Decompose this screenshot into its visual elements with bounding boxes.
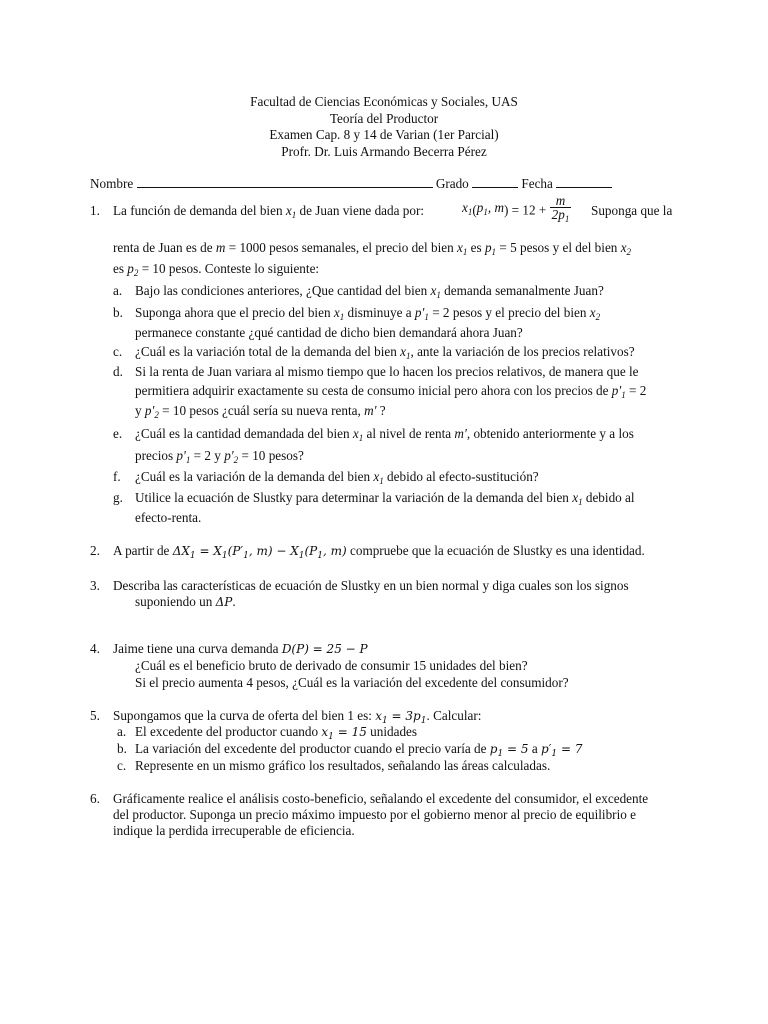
math-x1: $x_1$	[352, 426, 364, 443]
math-p2-prime: $p'_2$	[144, 403, 159, 420]
q5b-part: La variación del excedente del productor cuando el precio varía de	[135, 741, 487, 756]
q1g-part: Utilice la ecuación de Slustky para determinar la variación de la demanda del bien	[135, 490, 569, 505]
q1-text: La función de demanda del bien	[113, 203, 283, 218]
q1a-part: Bajo las condiciones anteriores, ¿Que cantidad del bien	[135, 283, 428, 298]
q5a-label: a.	[117, 724, 127, 739]
q1e-label: e.	[113, 426, 123, 441]
q1-text: es	[113, 261, 124, 276]
math-x2: $x_2$	[620, 240, 632, 257]
q1f-label: f.	[113, 469, 121, 484]
math-m-prime: m′	[454, 426, 467, 441]
q1d-part: ?	[379, 403, 386, 418]
q6-number: 6.	[90, 791, 100, 806]
course-line: Teoría del Productor	[329, 110, 439, 126]
q4-line2: ¿Cuál es el beneficio bruto de derivado de consumir 15 unidades del bien?	[135, 658, 528, 673]
math-m-prime: m′	[364, 403, 377, 418]
q1a-part: demanda semanalmente Juan?	[444, 283, 604, 298]
q1b-label: b.	[113, 305, 123, 320]
q1b-part: Suponga ahora que el precio del bien	[135, 305, 331, 320]
q1a-label: a.	[113, 283, 123, 298]
q3-number: 3.	[90, 578, 100, 593]
q1e-part: y	[214, 448, 221, 463]
q5b-part: a	[531, 741, 538, 756]
q1f-text	[135, 469, 539, 489]
exam-line: Examen Cap. 8 y 14 de Varian (1er Parcial)	[269, 127, 499, 142]
grade-field[interactable]	[472, 175, 518, 188]
q1c-text	[135, 344, 635, 364]
name-label: Nombre	[90, 176, 134, 191]
q1d-part: y	[135, 403, 142, 418]
q4-line1	[113, 641, 368, 657]
q5a-part: El excedente del productor cuando	[135, 724, 319, 739]
q5a-part: unidades	[370, 724, 418, 739]
q2-text	[113, 543, 645, 564]
math-p2-prime: $p'_2$	[224, 448, 239, 465]
q2-part: A partir de	[113, 543, 170, 558]
q1-rent-line: renta de Juan es de m = 1000 pesos semanales, el precio del bien $x_1$ es $p_1 = 5$ pesos y el del bien $x_2$	[113, 240, 632, 257]
q1e-part: , obtenido anteriormente y a los	[466, 426, 634, 441]
math-x1: $x_1$	[400, 344, 411, 361]
q1-text: Suponga que la	[591, 203, 673, 218]
student-fields	[90, 175, 612, 192]
q3-line1: Describa las características de ecuación de Slustky en un bien normal y diga cuales son los signos	[113, 578, 629, 593]
date-field[interactable]	[556, 175, 612, 188]
math-p1-prime: $p'_1$	[414, 305, 429, 322]
q1d-label: d.	[113, 364, 123, 379]
institution-line: Facultad de Ciencias Económicas y Sociales, UAS	[250, 94, 518, 109]
math-delta-x1: $\Delta X_1 = X_1(P'_1$, $m) - X_1(P_1$, m)	[172, 544, 347, 561]
math-delta-p: ΔP	[215, 595, 233, 609]
q4-line3: Si el precio aumenta 4 pesos, ¿Cuál es la variación del excedente del consumidor?	[135, 675, 569, 690]
math-p1-prime: $p'_1$	[176, 448, 191, 465]
q1b-line1: Suponga ahora que el precio del bien $x_1$ disminuye a $p'_1 = 2$ pesos y el precio del bien $x_2$	[135, 305, 601, 322]
math-p1: $p_1$	[484, 240, 497, 257]
q5-part: Supongamos que la curva de oferta del bien 1 es:	[113, 708, 372, 723]
q1-intro	[113, 203, 424, 223]
math-x1: $x_1$	[572, 490, 583, 507]
q1-text: renta de Juan es de	[113, 240, 213, 255]
q3-part: suponiendo un	[135, 594, 213, 609]
q1b-line2: permanece constante ¿qué cantidad de dicho bien demandará ahora Juan?	[135, 325, 523, 340]
math-p1-prime: $p'_1$	[611, 383, 626, 400]
math-x1: $x_1$	[333, 305, 345, 322]
date-label: Fecha	[521, 176, 553, 191]
q1g-label: g.	[113, 490, 123, 505]
math-x1-15: $x_1 = 15$	[321, 725, 367, 742]
q1c-part: , ante la variación de los precios relativos?	[410, 344, 635, 359]
q2-part: compruebe que la ecuación de Slustky es una identidad.	[350, 543, 645, 558]
q1e-part: al nivel de renta	[366, 426, 452, 441]
q1e-line1	[135, 426, 634, 446]
q1g-part: debido al	[585, 490, 635, 505]
q3-line2: suponiendo un ΔP.	[135, 594, 236, 609]
math-m: m	[215, 240, 226, 255]
math-x1: $x_1$	[285, 203, 297, 220]
q4-part: Jaime tiene una curva demanda	[113, 641, 279, 656]
q1b-part: disminuye a	[347, 305, 412, 320]
q1-text: es	[470, 240, 482, 255]
q4-number: 4.	[90, 641, 100, 656]
math-x1: $x_1$	[430, 283, 441, 300]
q1a-text	[135, 283, 604, 303]
math-p1-5: $p_1 = 5$	[489, 742, 529, 759]
name-field[interactable]	[137, 175, 433, 188]
math-x1: $x_1$	[373, 469, 384, 486]
q1b-part: pesos y el precio del bien	[452, 305, 587, 320]
q1e-part: ¿Cuál es la cantidad demandada del bien	[135, 426, 350, 441]
math-x2: $x_2$	[589, 305, 601, 322]
math-p2: $p_2$	[127, 261, 139, 278]
q1-p2-line: es $p_2 = 10$ pesos. Conteste lo siguiente:	[113, 261, 320, 278]
q5c-label: c.	[117, 758, 127, 773]
q1-text: pesos y el del bien	[519, 240, 618, 255]
q6-line3: indique la perdida irrecuperable de eficiencia.	[113, 823, 355, 838]
q1-number: 1.	[90, 203, 100, 218]
q1-text: de Juan viene dada por:	[299, 203, 425, 218]
q1d-line1: Si la renta de Juan variara al mismo tiempo que lo hacen los precios relativos, de manera que le	[135, 364, 639, 379]
q1d-line3: y $p'_2 = 10$ pesos ¿cuál sería su nueva renta, m′ ?	[135, 403, 386, 420]
q1d-part: permitiera adquirir exactamente su cesta de consumo inicial pero ahora con los precios de	[135, 383, 609, 398]
q1e-part: precios	[135, 448, 174, 463]
q1c-label: c.	[113, 344, 123, 359]
q1-text: pesos. Conteste lo siguiente:	[168, 261, 320, 276]
exam-header	[0, 94, 768, 160]
professor-line: Profr. Dr. Luis Armando Becerra Pérez	[281, 143, 487, 159]
q1f-part: debido al efecto-sustitución?	[387, 469, 539, 484]
math-demand: D(P) = 25 − P	[281, 642, 368, 656]
grade-label: Grado	[435, 176, 469, 191]
q6-line2: del productor. Suponga un precio máximo impuesto por el gobierno menor al precio de equilibrio e	[113, 807, 636, 822]
q1-text: pesos semanales, el precio del bien	[269, 240, 454, 255]
q5c-text: Represente en un mismo gráfico los resultados, señalando las áreas calculadas.	[135, 758, 551, 773]
q5b-label: b.	[117, 741, 127, 756]
q1g-line1	[135, 490, 635, 510]
q1d-line2: permitiera adquirir exactamente su cesta de consumo inicial pero ahora con los precios de $p'_1 = 2$	[135, 383, 647, 400]
q1e-part: pesos?	[268, 448, 304, 463]
q5-number: 5.	[90, 708, 100, 723]
q6-line1: Gráficamente realice el análisis costo-beneficio, señalando el excedente del consumidor, el excedente	[113, 791, 649, 806]
q1e-line2: precios $p'_1 = 2$ y $p'_2 = 10$ pesos?	[135, 448, 304, 465]
math-supply: $x_1 = 3p_1$	[375, 709, 427, 726]
math-p1-prime-7: $p'_1 = 7$	[541, 742, 583, 759]
math-x1: $x_1$	[457, 240, 468, 257]
demand-equation: $x_1(p_1$, m) = 12 + $\frac{m}{2p_1}$	[462, 193, 570, 224]
q2-number: 2.	[90, 543, 100, 558]
q5-part: . Calcular:	[426, 708, 482, 723]
q1f-part: ¿Cuál es la variación de la demanda del bien	[135, 469, 371, 484]
q1g-line2: efecto-renta.	[135, 510, 202, 525]
q1d-part: pesos ¿cuál sería su nueva renta,	[189, 403, 361, 418]
q1c-part: ¿Cuál es la variación total de la demanda del bien	[135, 344, 397, 359]
